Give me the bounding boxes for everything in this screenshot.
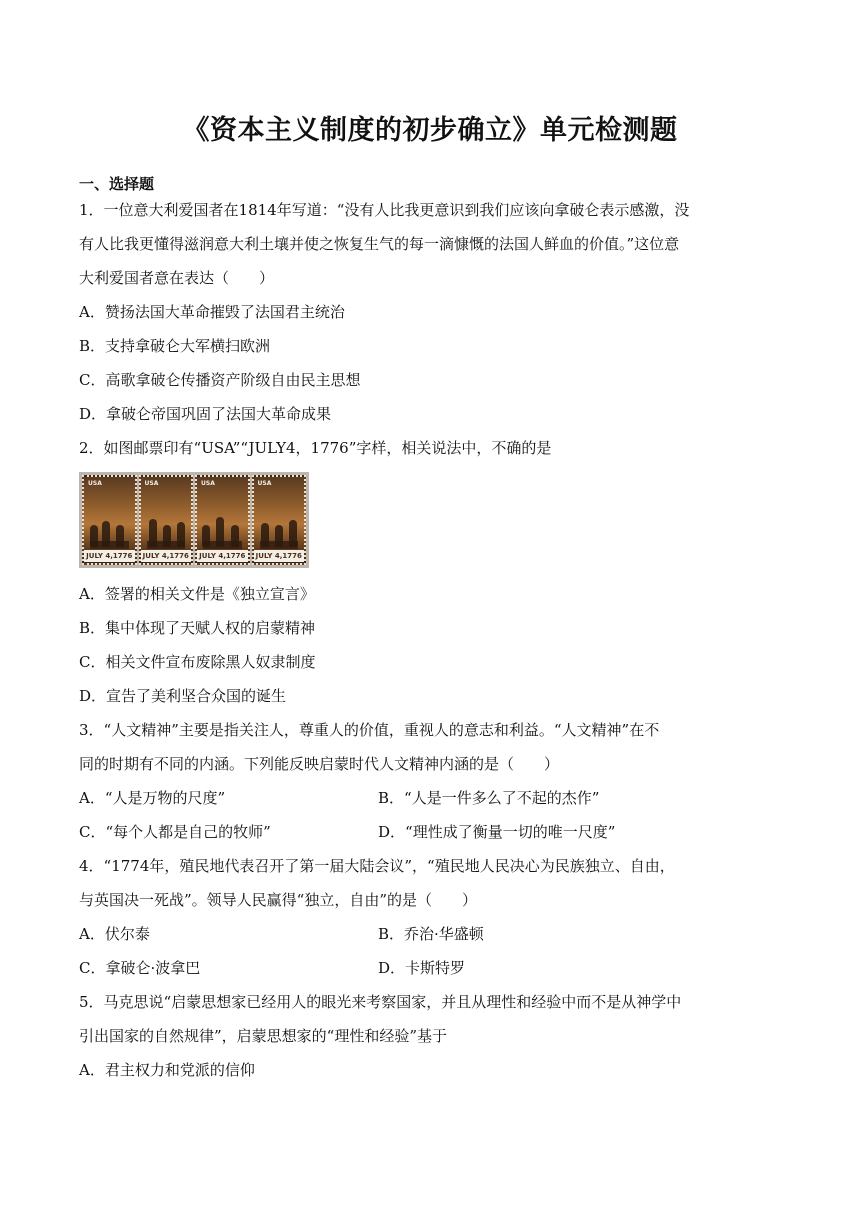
q4-line-1: 4．“1774年，殖民地代表召开了第一届大陆会议”，“殖民地人民决心为民族独立、自由， xyxy=(79,857,675,875)
q2-line-1: 2．如图邮票印有“USA”“JULY4，1776”字样，相关说法中，不确的是 xyxy=(79,439,552,457)
q4-option-a: A．伏尔泰 xyxy=(79,925,150,943)
stamp-caption: JULY 4,1776 xyxy=(254,550,305,562)
q3-option-a: A．“人是万物的尺度” xyxy=(79,789,226,807)
q1-line-2: 有人比我更懂得滋润意大利土壤并使之恢复生气的每一滴慷慨的法国人鲜血的价值。”这位意 xyxy=(79,235,680,253)
q3-line-2: 同的时期有不同的内涵。下列能反映启蒙时代人文精神内涵的是（ ） xyxy=(79,755,560,773)
stamp-caption: JULY 4,1776 xyxy=(197,550,248,562)
stamp-caption: JULY 4,1776 xyxy=(141,550,192,562)
q4-option-b: B．乔治·华盛顿 xyxy=(378,925,484,943)
q1-option-c: C．高歌拿破仑传播资产阶级自由民主思想 xyxy=(79,371,361,389)
q5-line-2: 引出国家的自然规律”，启蒙思想家的“理性和经验”基于 xyxy=(79,1027,448,1045)
stamp-usa-label: USA xyxy=(201,480,215,487)
stamp xyxy=(195,475,250,565)
q3-option-b: B．“人是一件多么了不起的杰作” xyxy=(378,789,600,807)
q5-option-a: A．君主权力和党派的信仰 xyxy=(79,1061,255,1079)
q3-option-c: C．“每个人都是自己的牧师” xyxy=(79,823,271,841)
stamp xyxy=(252,475,307,565)
stamp-caption: JULY 4,1776 xyxy=(84,550,135,562)
page-title: 《资本主义制度的初步确立》单元检测题 xyxy=(182,115,678,146)
q1-option-d: D．拿破仑帝国巩固了法国大革命成果 xyxy=(79,405,332,423)
q1-option-b: B．支持拿破仑大军横扫欧洲 xyxy=(79,337,271,355)
stamp-usa-label: USA xyxy=(88,480,102,487)
q3-line-1: 3．“人文精神”主要是指关注人，尊重人的价值，重视人的意志和利益。“人文精神”在不 xyxy=(79,721,660,739)
q3-option-d: D．“理性成了衡量一切的唯一尺度” xyxy=(378,823,616,841)
q1-line-1: 1．一位意大利爱国者在1814年写道：“没有人比我更意识到我们应该向拿破仑表示感激，没 xyxy=(79,201,690,219)
q1-line-3: 大利爱国者意在表达（ ） xyxy=(79,269,275,287)
stamp xyxy=(82,475,137,565)
stamp-image xyxy=(79,472,309,568)
q2-option-a: A．签署的相关文件是《独立宣言》 xyxy=(79,585,315,603)
q2-option-c: C．相关文件宣布废除黑人奴隶制度 xyxy=(79,653,316,671)
q1-option-a: A．赞扬法国大革命摧毁了法国君主统治 xyxy=(79,303,345,321)
section-heading: 一、选择题 xyxy=(79,175,155,193)
q2-option-b: B．集中体现了天赋人权的启蒙精神 xyxy=(79,619,316,637)
q2-option-d: D．宣告了美利坚合众国的诞生 xyxy=(79,687,287,705)
q5-line-1: 5．马克思说“启蒙思想家已经用人的眼光来考察国家，并且从理性和经验中而不是从神学中 xyxy=(79,993,682,1011)
q4-option-c: C．拿破仑·波拿巴 xyxy=(79,959,201,977)
stamp-usa-label: USA xyxy=(257,480,272,487)
q4-line-2: 与英国决一死战”。领导人民赢得“独立，自由”的是（ ） xyxy=(79,891,478,909)
q4-option-d: D．卡斯特罗 xyxy=(378,959,466,977)
stamp xyxy=(139,475,194,565)
stamp-usa-label: USA xyxy=(144,480,159,487)
